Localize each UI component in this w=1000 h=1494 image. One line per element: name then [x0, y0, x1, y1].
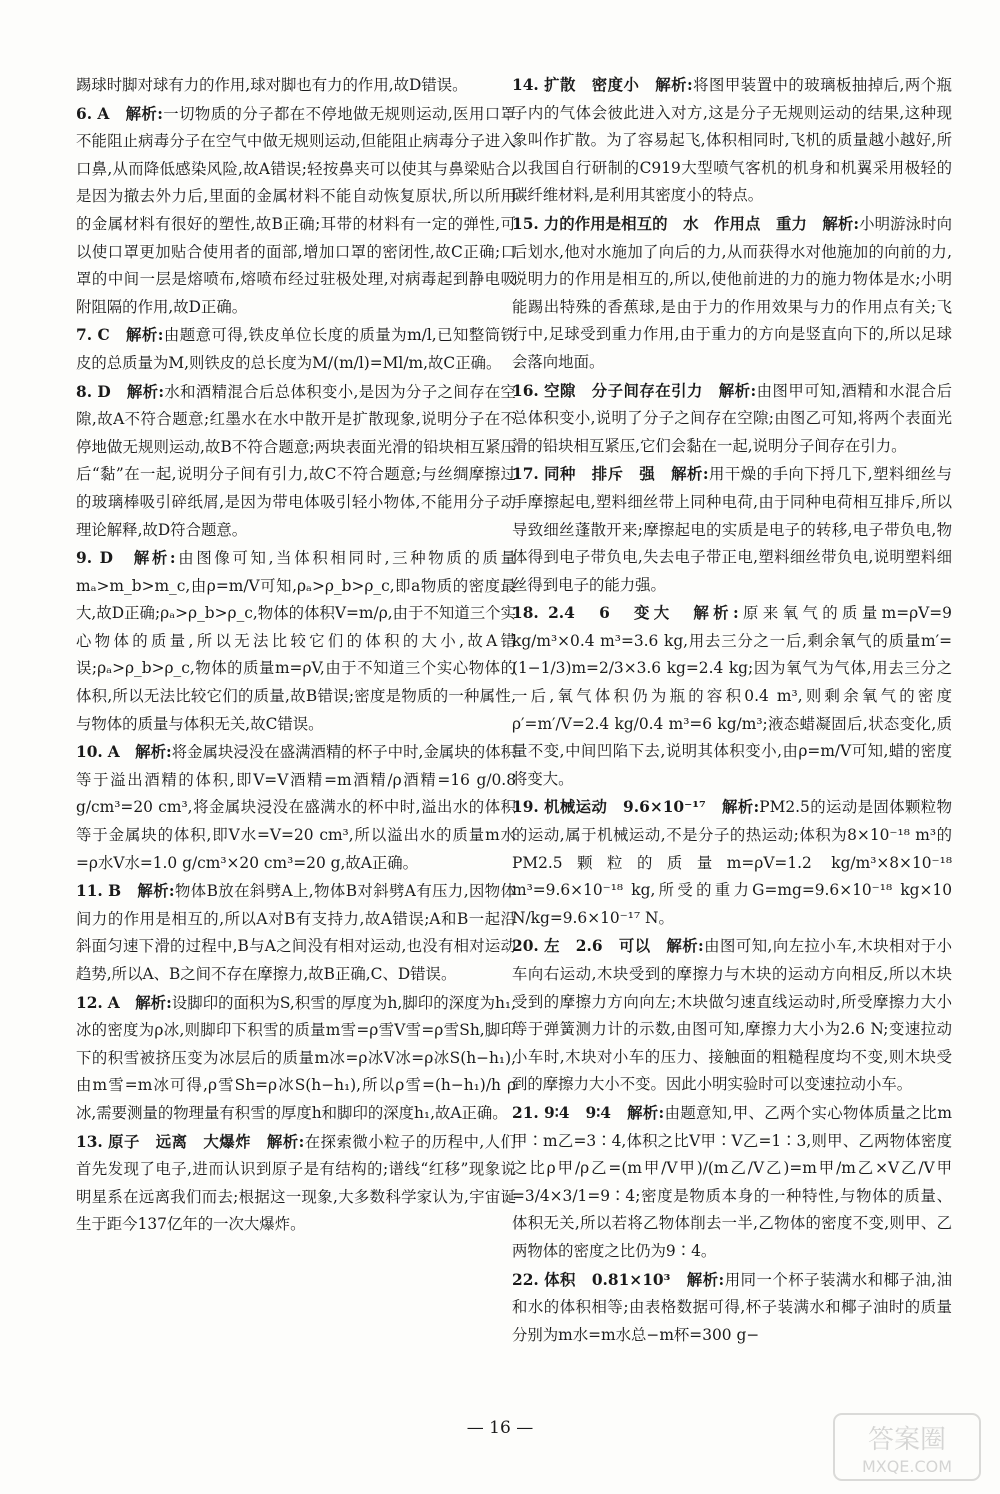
answer-key: 扩散 密度小: [544, 76, 640, 94]
analysis-text: PM2.5的运动是固体颗粒物的运动,属于机械运动,不是分子的热运动;体积为8×10⁻¹⁸ m³的PM2.5颗粒的质量m=ρV=1.2 kg/m³×8×10⁻¹⁸ m³=9.6×10⁻¹⁸ kg,所受的重力G=mg=9.6×10⁻¹⁸ kg×10 N/kg=9.6×10⁻¹⁷ N。: [512, 798, 952, 927]
answer-key: 机械运动 9.6×10⁻¹⁷: [544, 798, 706, 817]
question-number: 19.: [512, 798, 539, 817]
analysis-text: 设脚印的面积为S,积雪的厚度为h,脚印的深度为h₁,冰的密度为ρ冰,则脚印下积雪的质量m雪=ρ雪V雪=ρ雪Sh,脚印下的积雪被挤压变为冰层后的质量m冰=ρ冰V冰=ρ冰S(h−h₁),由m雪=m冰可得,ρ雪Sh=ρ冰S(h−h₁),所以ρ雪=(h−h₁)/h ρ冰,需要测量的物理量有积雪的厚度h和脚印的深度h₁,故A正确。: [76, 993, 516, 1122]
answer-key: D: [99, 549, 114, 568]
analysis-text: 水和酒精混合后总体积变小,是因为分子之间存在空隙,故A不符合题意;红墨水在水中散开是扩散现象,说明分子在不停地做无规则运动,故B不符合题意;两块表面光滑的铅块相互紧压后“黏”在一起,说明分子间有引力,故C不符合题意;与丝绸摩擦过的玻璃棒吸引碎纸屑,是因为带电体吸引轻小物体,不能用分子动理论解释,故D符合题意。: [76, 382, 516, 539]
analysis-label: 解析:: [666, 937, 704, 956]
question-number: 20.: [512, 937, 539, 956]
question-number: 13.: [76, 1132, 103, 1151]
answer-item: [512, 794, 952, 932]
question-number: 9.: [76, 549, 93, 568]
question-number: 21.: [512, 1103, 539, 1122]
question-number: 11.: [76, 882, 103, 901]
analysis-label: 解析:: [671, 465, 709, 484]
answer-item: [76, 1129, 516, 1239]
answer-key: A: [97, 104, 110, 123]
watermark-text-top: 答案圈: [867, 1425, 947, 1455]
answer-key: 原子 远离 大爆炸: [108, 1132, 251, 1151]
analysis-text: 一切物质的分子都在不停地做无规则运动,医用口罩不能阻止病毒分子在空气中做无规则运动,但能阻止病毒分子进入口鼻,从而降低感染风险,故A错误;轻按鼻夹可以使其与鼻梁贴合,是因为撤去外力后,里面的金属材料不能自动恢复原状,所以所用的金属材料有很好的塑性,故B正确;耳带的材料有一定的弹性,可以使口罩更加贴合使用者的面部,增加口罩的密闭性,故C正确;口罩的中间一层是熔喷布,熔喷布经过驻极处理,对病毒起到静电吸附阻隔的作用,故D正确。: [76, 104, 516, 316]
answer-item: [512, 1267, 952, 1350]
answer-key: C: [97, 326, 110, 345]
answer-key: 空隙 分子间存在引力: [544, 381, 703, 400]
answer-item: [76, 322, 516, 377]
analysis-text: 由图像可知,当体积相同时,三种物质的质量mₐ>m_b>m_c,由ρ=m/V可知,ρₐ>ρ_b>ρ_c,即a物质的密度最大,故D正确;ρₐ>ρ_b>ρ_c,物体的体积V=m/ρ,由于不知道三个实心物体的质量,所以无法比较它们的体积的大小,故A错误;ρₐ>ρ_b>ρ_c,物体的质量m=ρV,由于不知道三个实心物体的体积,所以无法比较它们的质量,故B错误;密度是物质的一种属性,与物体的质量与体积无关,故C错误。: [76, 549, 516, 733]
answer-item: [512, 1100, 952, 1266]
watermark-text-bottom: MXQE.COM: [861, 1457, 953, 1476]
question-number: 8.: [76, 382, 93, 401]
analysis-label: 解析:: [137, 882, 175, 901]
answer-key: D: [97, 382, 111, 401]
answer-key: A: [107, 743, 120, 762]
answer-key: 9∶4 9∶4: [544, 1103, 611, 1122]
question-number: 6.: [76, 104, 93, 123]
answer-item: [512, 211, 952, 377]
analysis-label: 解析:: [822, 214, 860, 233]
analysis-text: 小明游泳时向后划水,他对水施加了向后的力,从而获得水对他施加的向前的力,说明力的作用是相互的,所以,使他前进的力的施力物体是水;小明能踢出特殊的香蕉球,是由于力的作用效果与力的作用点有关;飞行中,足球受到重力作用,由于重力的方向是竖直向下的,所以足球会落向地面。: [512, 214, 952, 371]
answer-key: 体积 0.81×10³: [544, 1270, 671, 1289]
answer-item: [512, 461, 952, 599]
answer-key: 左 2.6 可以: [544, 937, 651, 956]
analysis-text: 由图甲可知,酒精和水混合后总体积变小,说明了分子之间存在空隙;由图乙可知,将两个表面光滑的铅块相互紧压,它们会黏在一起,说明分子间存在引力。: [512, 381, 952, 455]
right-column: [512, 72, 952, 1350]
watermark-logo: [832, 1412, 982, 1482]
answer-item: [76, 545, 516, 738]
left-column: [76, 72, 516, 1240]
analysis-text: 踢球时脚对球有力的作用,球对脚也有力的作用,故D错误。: [76, 76, 468, 94]
analysis-text: 由题意知,甲、乙两个实心物体质量之比m甲∶m乙=3∶4,体积之比V甲∶V乙=1∶3,则甲、乙两物体密度之比ρ甲/ρ乙=(m甲/V甲)/(m乙/V乙)=m甲/m乙×V乙/V甲=3/4×3/1=9∶4;密度是物质本身的一种特性,与物体的质量、体积无关,所以若将乙物体削去一半,乙物体的密度不变,则甲、乙两物体的密度之比仍为9∶4。: [512, 1103, 952, 1260]
page-number: — 16 —: [466, 1418, 534, 1438]
analysis-label: 解析:: [686, 1270, 725, 1289]
answer-key: 力的作用是相互的 水 作用点 重力: [543, 214, 807, 233]
answer-key: 2.4 6 变大: [548, 604, 674, 623]
answer-key: B: [108, 882, 122, 901]
analysis-text: 将金属块浸没在盛满酒精的杯子中时,金属块的体积等于溢出酒精的体积,即V=V酒精=m酒精/ρ酒精=16 g/0.8 g/cm³=20 cm³,将金属块浸没在盛满水的杯中时,溢出水的体积等于金属块的体积,即V水=V=20 cm³,所以溢出水的质量m水=ρ水V水=1.0 g/cm³×20 cm³=20 g,故A正确。: [76, 743, 516, 872]
question-number: 16.: [512, 381, 539, 400]
answer-key: 同种 排斥 强: [544, 465, 656, 484]
analysis-text: 将图甲装置中的玻璃板抽掉后,两个瓶子内的气体会彼此进入对方,这是分子无规则运动的结果,这种现象叫作扩散。为了容易起飞,体积相同时,飞机的质量越小越好,所以我国自行研制的C919大型喷气客机的机身和机翼采用极轻的碳纤维材料,是利用其密度小的特点。: [512, 76, 952, 205]
analysis-label: 解析:: [693, 604, 739, 623]
answer-item: [76, 878, 516, 988]
analysis-label: 解析:: [266, 1132, 305, 1151]
answer-item: [76, 101, 516, 322]
answer-item: [512, 933, 952, 1099]
analysis-text: 用干燥的手向下捋几下,塑料细丝与手摩擦起电,塑料细丝带上同种电荷,由于同种电荷相互排斥,所以导致细丝蓬散开来;摩擦起电的实质是电子的转移,电子带负电,物体得到电子带负电,失去电子带正电,塑料细丝带负电,说明塑料细丝得到电子的能力强。: [512, 465, 952, 594]
analysis-label: 解析:: [125, 104, 163, 123]
question-number: 10.: [76, 743, 103, 762]
answer-item: [76, 739, 516, 877]
question-number: 12.: [76, 993, 103, 1012]
question-number: 14.: [512, 76, 539, 94]
analysis-text: 用同一个杯子装满水和椰子油,油和水的体积相等;由表格数据可得,杯子装满水和椰子油时的质量分别为m水=m水总−m杯=300 g−: [512, 1270, 952, 1344]
analysis-text: 由图可知,向左拉小车,木块相对于小车向右运动,木块受到的摩擦力与木块的运动方向相反,所以木块受到的摩擦力方向向左;木块做匀速直线运动时,所受摩擦力大小等于弹簧测力计的示数,由图可知,摩擦力大小为2.6 N;变速拉动小车时,木块对小车的压力、接触面的粗糙程度均不变,则木块受到的摩擦力大小不变。因此小明实验时可以变速拉动小车。: [512, 937, 952, 1094]
answer-item: [512, 72, 952, 210]
analysis-label: 解析:: [721, 798, 760, 817]
analysis-label: 解析:: [627, 1103, 665, 1122]
analysis-text: 由题意可得,铁皮单位长度的质量为m/l,已知整筒铁皮的总质量为M,则铁皮的总长度为M/(m/l)=Ml/m,故C正确。: [76, 326, 516, 372]
analysis-label: 解析:: [126, 382, 165, 401]
answer-item: [512, 378, 952, 461]
analysis-label: 解析:: [135, 743, 172, 762]
question-number: 17.: [512, 465, 539, 484]
question-number: 7.: [76, 326, 93, 345]
answer-item: [76, 72, 516, 100]
question-number: 15.: [512, 214, 539, 233]
answer-item: [512, 600, 952, 793]
analysis-label: 解析:: [126, 326, 164, 345]
question-number: 22.: [512, 1270, 539, 1289]
analysis-label: 解析:: [718, 381, 757, 400]
question-number: 18.: [512, 604, 539, 623]
analysis-label: 解析:: [135, 993, 172, 1012]
answer-item: [76, 379, 516, 545]
analysis-text: 物体B放在斜劈A上,物体B对斜劈A有压力,因物体间力的作用是相互的,所以A对B有支持力,故A错误;A和B一起沿斜面匀速下滑的过程中,B与A之间没有相对运动,也没有相对运动趋势,所以A、B之间不存在摩擦力,故B正确,C、D错误。: [76, 882, 516, 983]
analysis-text: 在探索微小粒子的历程中,人们首先发现了电子,进而认识到原子是有结构的;谱线“红移”现象说明星系在远离我们而去;根据这一现象,大多数科学家认为,宇宙诞生于距今137亿年的一次大爆炸。: [76, 1132, 516, 1234]
answer-key: A: [107, 993, 120, 1012]
answer-item: [76, 990, 516, 1128]
analysis-label: 解析:: [655, 76, 693, 94]
analysis-label: 解析:: [133, 549, 176, 568]
analysis-text: 原来氧气的质量m=ρV=9 kg/m³×0.4 m³=3.6 kg,用去三分之一后,剩余氧气的质量m′=(1−1/3)m=2/3×3.6 kg=2.4 kg;因为氧气为气体,用去三分之一后,氧气体积仍为瓶的容积0.4 m³,则剩余氧气的密度ρ′=m′/V=2.4 kg/0.4 m³=6 kg/m³;液态蜡凝固后,状态变化,质量不变,中间凹陷下去,说明其体积变小,由ρ=m/V可知,蜡的密度将变大。: [512, 604, 952, 788]
